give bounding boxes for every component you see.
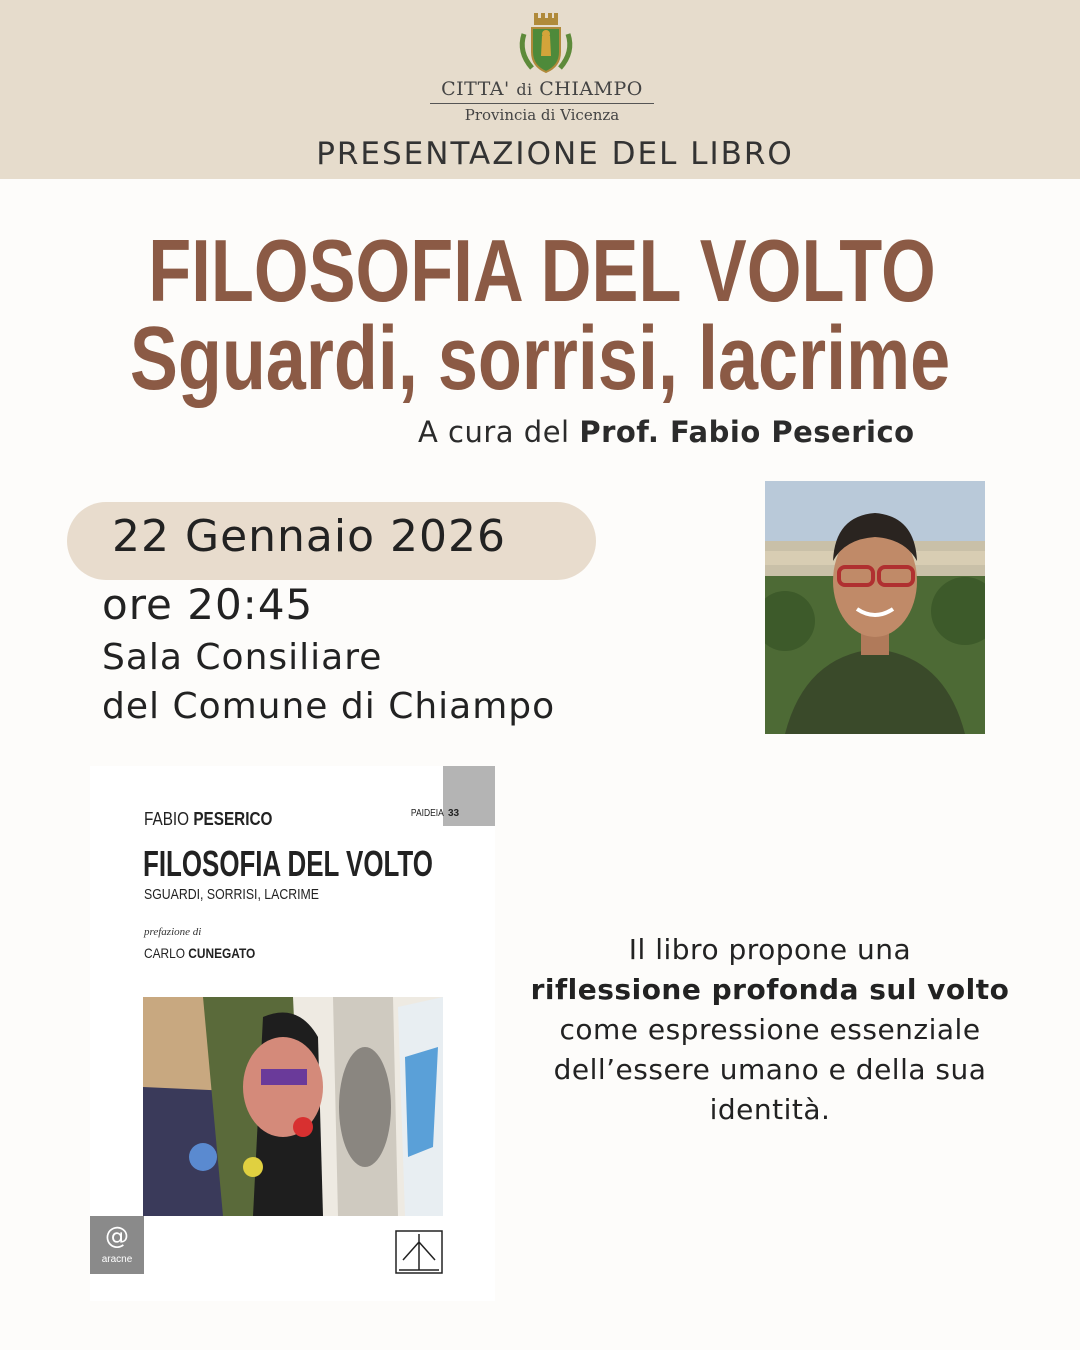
series-mark-icon xyxy=(395,1230,443,1274)
cover-artwork xyxy=(143,997,443,1216)
author-portrait-photo xyxy=(765,481,985,734)
event-venue-line1: Sala Consiliare xyxy=(102,637,383,678)
preface-author: CARLO CUNEGATO xyxy=(144,945,256,961)
preface-label: prefazione di xyxy=(144,926,202,938)
series-name: PAIDEIA xyxy=(410,808,444,819)
book-title-line2: Sguardi, sorrisi, lacrime xyxy=(129,309,951,409)
event-date: 22 Gennaio 2026 xyxy=(112,511,506,562)
city-crest-icon xyxy=(514,12,578,78)
book-title-line1: FILOSOFIA DEL VOLTO xyxy=(148,221,936,320)
city-divider xyxy=(430,103,654,104)
publisher-logo-icon: @ xyxy=(105,1222,129,1250)
series-number: 33 xyxy=(448,808,460,819)
cover-title: FILOSOFIA DEL VOLTO xyxy=(143,843,433,884)
event-type-heading: PRESENTAZIONE DEL LIBRO xyxy=(316,136,794,172)
book-cover xyxy=(90,766,495,1301)
curator-name: Prof. Fabio Peserico xyxy=(579,415,915,449)
curator-line: A cura del Prof. Fabio Peserico xyxy=(418,415,915,449)
cover-author: FABIO PESERICO xyxy=(144,809,273,829)
event-venue-line2: del Comune di Chiampo xyxy=(102,686,556,727)
publisher-name: aracne xyxy=(101,1254,133,1265)
cover-subtitle: SGUARDI, SORRISI, LACRIME xyxy=(144,886,319,903)
province-label: Provincia di Vicenza xyxy=(464,106,620,124)
event-time: ore 20:45 xyxy=(102,580,314,629)
book-description: Il libro propone una riflessione profonda sul volto come espressione essenziale dell’essere umano e della sua identità. xyxy=(530,933,1010,1126)
city-name: CITTA' di CHIAMPO xyxy=(441,78,643,100)
